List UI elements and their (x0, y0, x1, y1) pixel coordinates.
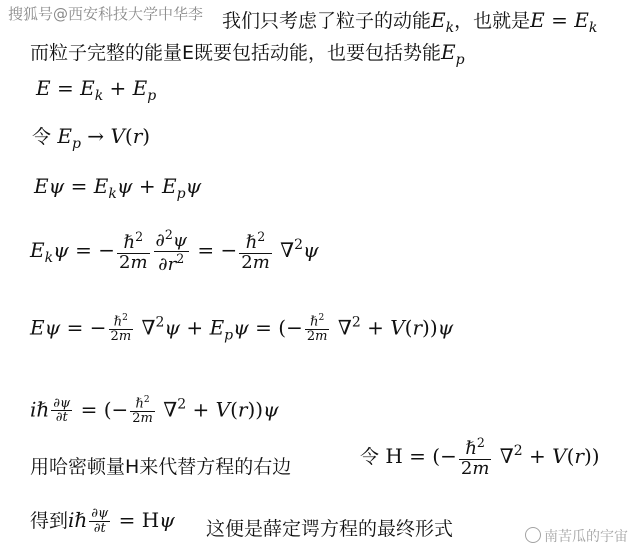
equation-time-dependent: iℏ $\frac{\partial\psi}{\partial t}$ = (− $\frac{\hbar^2}{2m}$ ∇$^2$ + V(r))ψ (30, 395, 279, 426)
intro-line-1-text: 我们只考虑了粒子的动能 (222, 10, 432, 32)
fraction-hbar2-over-2m: $\frac{\hbar^2}{2m}$ (110, 313, 132, 344)
fraction-hbar2-over-2m: $\frac{\hbar^2}{2m}$ (306, 313, 328, 344)
watermark-bottom-text: 南苦瓜的宇宙 (544, 529, 628, 545)
equation-total-energy: $E = E_k + E_p$ (36, 76, 157, 104)
let-word: 令 (32, 126, 52, 148)
fraction-hbar2-over-2m: $\frac{\hbar^2}{2m}$ (132, 395, 153, 426)
equation-kinetic: $E_k\psi$ = − $\frac{\hbar^2}{2m}$ $\frac{\partial^2\psi}{\partial r^2}$ = − $\frac{\hbar^2}{2m}$ ∇$^2$ψ (30, 227, 319, 275)
let-word: 令 (360, 445, 380, 468)
fraction-hbar2-over-2m: $\frac{\hbar^2}{2m}$ (460, 435, 490, 479)
watermark-bottom (525, 526, 628, 546)
fraction-partial-t: $\frac{\partial\psi}{\partial t}$ (91, 506, 109, 536)
equation-let-potential: 令 $E_p \to V(r)$ (32, 124, 151, 152)
intro-line-2-text: 而粒子完整的能量E既要包括动能，也要包括势能 (30, 42, 442, 64)
intro-line-1 (222, 6, 597, 36)
watermark-top: 搜狐号@西安科技大学中华李 (8, 5, 204, 23)
fraction-hbar2-over-2m: $\frac{\hbar^2}{2m}$ (241, 229, 270, 273)
intro-line-1-mid: ，也就是 (454, 10, 531, 32)
watermark-logo-icon (525, 527, 541, 543)
equation-hamiltonian: 令 H = (− $\frac{\hbar^2}{2m}$ ∇$^2$ + V(r)) (360, 435, 600, 479)
fraction-hbar2-over-2m: $\frac{\hbar^2}{2m}$ (119, 229, 148, 273)
equation-energy-wave: $E\psi = E_k\psi + E_p\psi$ (34, 174, 202, 202)
conclusion-text: 这便是薛定谔方程的最终形式 (206, 518, 454, 540)
e-equals-ek: $E = E_k$ (530, 8, 598, 36)
fraction-partial-t: $\frac{\partial\psi}{\partial t}$ (53, 395, 71, 426)
equation-final: 得到iℏ $\frac{\partial\psi}{\partial t}$ = Hψ (30, 506, 175, 536)
ek-symbol: $E_k$ (431, 8, 455, 36)
result-word: 得到 (30, 510, 69, 532)
hamiltonian-text: 用哈密顿量H来代替方程的右边 (30, 456, 292, 478)
intro-line-2 (30, 38, 465, 68)
equation-energy-expanded: Eψ = − $\frac{\hbar^2}{2m}$ $\nabla^2\psi + E_p\psi$ = (− $\frac{\hbar^2}{2m}$ ∇$^2$ + V(r))ψ (30, 313, 454, 344)
fraction-partial-r: $\frac{\partial^2\psi}{\partial r^2}$ (155, 227, 187, 275)
ep-symbol: $E_p$ (441, 40, 465, 68)
